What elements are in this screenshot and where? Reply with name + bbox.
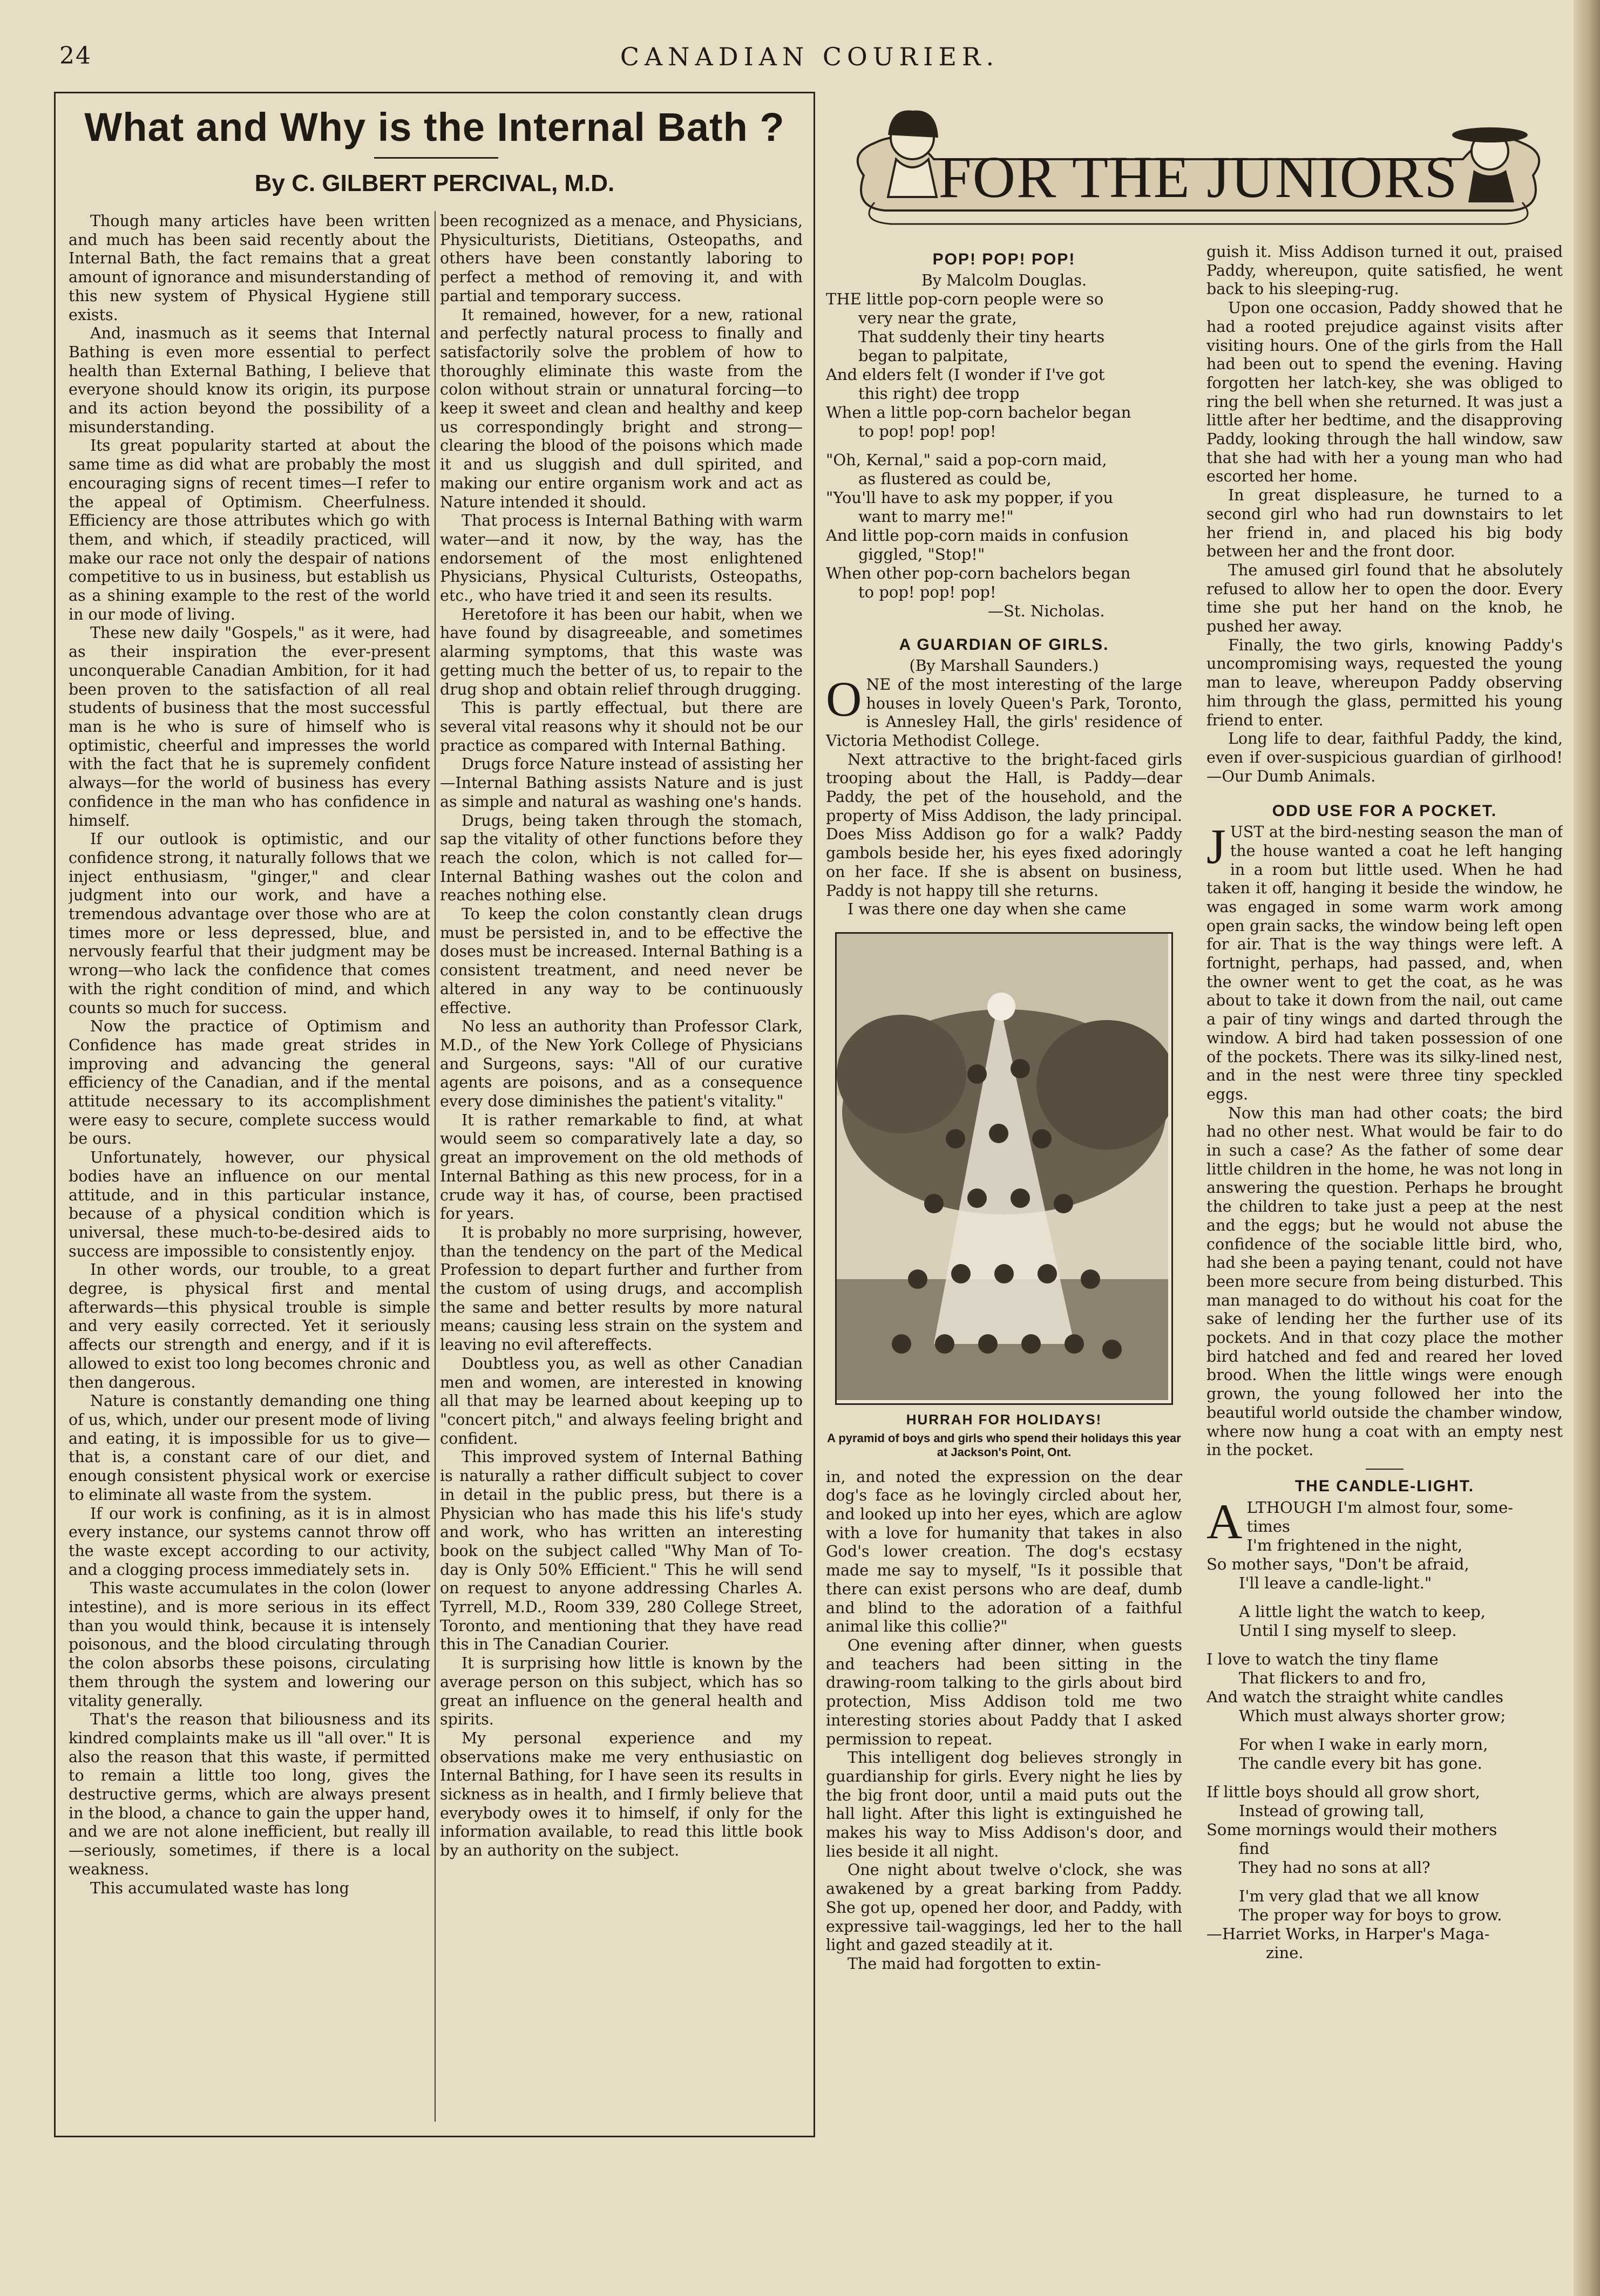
guardian-paragraph: This intelligent dog believes strongly in guardianship for girls. Every night he lies by the big front door, until a maid puts out the hall light. After this light is extinguished he makes his way to Miss Addison's door, and lies beside it all night.	[826, 1749, 1182, 1860]
article-paragraph: Doubtless you, as well as other Canadian men and women, are interested in knowing all that may be learned about keeping up to "concert pitch," and always feeling bright and confident.	[440, 1354, 803, 1448]
candle-title: THE CANDLE-LIGHT.	[1294, 1477, 1475, 1495]
poem-line: as flustered as could be,	[858, 470, 1052, 488]
holiday-photo	[835, 932, 1173, 1405]
article-paragraph: Unfortunately, however, our physical bodies have an influence on our mental attitude, and in this particular instance, because of a physical condition which is universal, these much-to-be-desired aids to success are impossible to consistently enjoy.	[69, 1149, 430, 1260]
article-paragraph: It remained, however, for a new, rational and perfectly natural process to finally and satisfactorily solve the problem of how to thoroughly eliminate this waste from the colon without strain or unnatural forcing—to keep it sweet and clean and healthy and keep us correspondingly bright and strong—clearing the blood of the poisons which made it and us sluggish and dull spirited, and making our entire organism work and act as Nature intended it should.	[440, 305, 803, 511]
poem-line: And little pop-corn maids in confusion	[826, 526, 1129, 545]
poem-line: LTHOUGH I'm almost four, some-	[1246, 1498, 1514, 1517]
poem-line: "Oh, Kernal," said a pop-corn maid,	[826, 451, 1107, 470]
pocket-first-paragraph	[1206, 819, 1563, 1104]
article-paragraph: This accumulated waste has long	[90, 1879, 349, 1897]
poem-line: If little boys should all grow short,	[1206, 1782, 1480, 1801]
juniors-column-2	[1206, 243, 1563, 2288]
guardian-paragraph: guish it. Miss Addison turned it out, praised Paddy, whereupon, quite satisfied, he went back to his sleeping-rug.	[1206, 243, 1563, 298]
article-paragraph: Though many articles have been written and much has been said recently about the Internal Bath, the fact remains that a great amount of ignorance and misunderstanding of this new system of Physical Hygiene still exists.	[69, 212, 430, 324]
poem-line: The candle every bit has gone.	[1239, 1754, 1482, 1772]
poem-line: I'm frightened in the night,	[1246, 1536, 1463, 1554]
article-column-1	[69, 212, 430, 2123]
article-paragraph: been recognized as a menace, and Physicians, Physiculturists, Dietitians, Osteopaths, and others have been constantly laboring to perfect a method of removing it, and with partial and temporary success.	[440, 212, 803, 305]
poem-line: The proper way for boys to grow.	[1239, 1905, 1502, 1924]
internal-bath-article	[54, 92, 815, 2137]
article-paragraph: If our work is confining, as it is in almost every instance, our systems cannot throw off the waste except according to our activity, and a clogging process immediately sets in.	[69, 1504, 430, 1579]
poem-line: times	[1246, 1517, 1290, 1536]
article-paragraph: If our outlook is optimistic, and our confidence strong, it naturally follows that we inject enthusiasm, "ginger," and clear judgment into our work, and have a tremendous advantage over those who are at times more or less depressed, blue, and nervously fearful that their judgment may be wrong—who lack the confidence that comes with the right condition of mind, and which counts so much for success.	[69, 830, 430, 1017]
poem-line: to pop! pop! pop!	[858, 583, 996, 602]
guardian-paragraph: in, and noted the expression on the dear dog's face as he lovingly circled about her, and looked up into her eyes, which are aglow with a love for humanity that takes in also God's lower creation. The dog's ecstasy made me say to myself, "Is it possible that there can exist persons who are deaf, dumb and blind to the adoration of a faithful animal like this collie?"	[826, 1468, 1182, 1636]
poem-line: this right) dee tropp	[858, 384, 1020, 403]
poem-attribution: —St. Nicholas.	[988, 602, 1105, 621]
column-rule	[435, 211, 436, 2122]
poem-line: And watch the straight white candles	[1206, 1687, 1503, 1706]
pocket-first-text: UST at the bird-nesting season the man of the house wanted a coat he left hanging in a room but little used. When he had taken it off, hanging it beside the window, he was engaged in some warm work among open grain sacks, the window being left open for air. That is the way things were left. A fortnight, perhaps, had passed, and, when the owner went to get the coat, as he was about to take it down from the nail, out came a pair of tiny wings and darted through the window. A bird had taken possession of one of the pockets. There was its silky-lined nest, and in the nest were three tiny speckled eggs.	[1206, 823, 1563, 1103]
poem-line: "You'll have to ask my popper, if you	[826, 488, 1114, 507]
article-paragraph: That process is Internal Bathing with warm water—and it now, by the way, has the endorsement of the most enlightened Physicians, Physical Culturists, Osteopaths, etc., who have tried it and seen its results.	[440, 512, 803, 605]
photo-caption-title: HURRAH FOR HOLIDAYS!	[906, 1411, 1102, 1428]
poem-line: want to marry me!"	[858, 507, 1014, 526]
drop-cap: O	[826, 671, 862, 726]
article-paragraph: This waste accumulates in the colon (lower intestine), and is more serious in its effect than you would think, because it is intensely poisonous, and the blood circulating through the colon absorbs these poisons, circulating them through the system and lowering our vitality generally.	[69, 1579, 430, 1710]
poem-line: I'm very glad that we all know	[1239, 1886, 1480, 1905]
article-paragraph: That's the reason that biliousness and its kindred complaints make us ill "all over." It is also the reason that this waste, if permitted to remain a little too long, gives the destructive germs, which are always present in the blood, a chance to gain the upper hand, and we are not alone inefficient, but really ill—seriously, sometimes, if there is a local weakness.	[69, 1710, 430, 1878]
guardian-paragraph: I was there one day when she came	[848, 900, 1127, 919]
popcorn-author: By Malcolm Douglas.	[921, 271, 1087, 289]
article-paragraph: Drugs force Nature instead of assisting her—Internal Bathing assists Nature and is just as simple and natural as washing one's hands.	[440, 755, 803, 811]
article-paragraph: It is probably no more surprising, however, than the tendency on the part of the Medical Profession to depart further and further from the custom of using drugs, and accomplish the same and better results by more natural means; causing less strain on the system and leaving no evil aftereffects.	[440, 1223, 803, 1354]
banner-title: FOR THE JUNIORS	[938, 144, 1459, 210]
poem-line: Which must always shorter grow;	[1239, 1706, 1506, 1725]
page-header	[59, 42, 1560, 80]
pocket-title: ODD USE FOR A POCKET.	[1272, 802, 1497, 820]
guardian-first-text: NE of the most interesting of the large houses in lovely Queen's Park, Toronto, is Annesley Hall, the girls' residence of Victoria Methodist College.	[826, 675, 1182, 750]
running-head: CANADIAN COURIER.	[620, 42, 1000, 71]
guardian-paragraph: One evening after dinner, when guests and teachers had been sitting in the drawing-room talking to the girls about bird protection, Miss Addison told me two interesting stories about Paddy that I asked permission to repeat.	[826, 1636, 1182, 1748]
article-paragraph: My personal experience and my observations make me very enthusiastic on Internal Bathing, for I have seen its results in sickness as in health, and I firmly believe that everybody owes it to himself, if only for the information available, to read this little book by an authority on the subject.	[440, 1729, 803, 1860]
section-separator	[1366, 1469, 1404, 1470]
article-paragraph: To keep the colon constantly clean drugs must be persisted in, and to be effective the doses must be increased. Internal Bathing is a consistent treatment, and need never be altered in any way to be continuously effective.	[440, 905, 803, 1017]
guardian-paragraph: In great displeasure, he turned to a second girl who had run downstairs to let her friend in, and placed his big body between her and the front door.	[1206, 486, 1563, 561]
drop-cap: A	[1206, 1493, 1243, 1549]
poem-line: THE little pop-corn people were so	[826, 290, 1104, 309]
poem-line: When other pop-corn bachelors began	[826, 564, 1131, 583]
poem-line: Until I sing myself to sleep.	[1239, 1621, 1457, 1640]
article-paragraph: It is rather remarkable to find, at what would seem so comparatively late a day, so great an improvement on the old methods of Internal Bathing as this new process, for in a crude way it has, of course, been practised for years.	[440, 1111, 803, 1223]
poem-line: When a little pop-corn bachelor began	[826, 403, 1131, 422]
guardian-paragraph: Next attractive to the bright-faced girls trooping about the Hall, is Paddy—dear Paddy, the pet of the household, and the property of Miss Addison, the lady principal. Does Miss Addison go for a walk? Paddy gambols beside her, his eyes fixed adoringly on her face. If she is absent on business, Paddy is not happy till she returns.	[826, 750, 1182, 900]
poem-line: I'll leave a candle-light."	[1239, 1573, 1432, 1592]
photo-caption-text: A pyramid of boys and girls who spend their holidays this year at Jackson's Point, Ont.	[827, 1431, 1181, 1459]
guardian-paragraph: Finally, the two girls, knowing Paddy's uncompromising ways, requested the young man to leave, whereupon Paddy observing him through the glass, permitted his young friend to enter.	[1206, 636, 1563, 729]
title-rule	[374, 157, 498, 159]
drop-cap: J	[1206, 819, 1226, 874]
guardian-paragraph: Long life to dear, faithful Paddy, the kind, even if over-suspicious guardian of girlhood!—Our Dumb Animals.	[1206, 730, 1563, 785]
article-paragraph: Now the practice of Optimism and Confidence has made great strides in improving and advancing the general efficiency of the Canadian, and if the mental attitude necessary to its accomplishment were easy to secure, complete success would be ours.	[69, 1017, 430, 1148]
guardian-paragraph: Upon one occasion, Paddy showed that he had a rooted prejudice against visits after visiting hours. One of the girls from the Hall had been out to spend the evening. Having forgotten her latch-key, she was obliged to ring the bell when she returned. It was just a little after her bedtime, and the disapproving Paddy, looking through the hall window, saw that she had with her a young man who had escorted her home.	[1206, 299, 1563, 486]
article-paragraph: This improved system of Internal Bathing is naturally a rather difficult subject to cover in detail in the public press, but there is a Physician who has made this his life's study and work, who has written an interesting book on the subject called "Why Man of To-day is Only 50% Efficient." This he will send on request to anyone addressing Charles A. Tyrrell, M.D., Room 339, 280 College Street, Toronto, and mentioning that they have read this in The Canadian Courier.	[440, 1448, 803, 1654]
poem-line: That suddenly their tiny hearts	[858, 328, 1105, 347]
article-paragraph: Drugs, being taken through the stomach, sap the vitality of other functions before they reach the colon, which is not called for—Internal Bathing washes out the colon and reaches nothing else.	[440, 811, 803, 905]
poem-line: Instead of growing tall,	[1239, 1801, 1425, 1820]
popcorn-title: POP! POP! POP!	[932, 250, 1076, 268]
article-byline: By C. GILBERT PERCIVAL, M.D.	[254, 170, 615, 196]
poem-attribution: —Harriet Works, in Harper's Maga-	[1206, 1924, 1490, 1943]
guardian-title: A GUARDIAN OF GIRLS.	[899, 636, 1109, 654]
article-paragraph: And, inasmuch as it seems that Internal Bathing is even more essential to perfect health than External Bathing, I believe that everyone should know its origin, its purpose and its action beyond the possibility of a misunderstanding.	[69, 324, 430, 436]
article-paragraph: Its great popularity started at about the same time as did what are probably the most encouraging signs of recent times—I refer to the appeal of Optimism. Cheerfulness. Efficiency are those attributes which go with them, and which, if steadily practiced, will make our race not only the despair of nations competitive to us in business, but establish us as a shining example to the rest of the world in our mode of living.	[69, 437, 430, 623]
children-pyramid-photo	[837, 934, 1168, 1400]
article-paragraph: This is partly effectual, but there are several vital reasons why it should not be our practice as compared with Internal Bathing.	[440, 699, 803, 755]
juniors-column-1	[826, 243, 1182, 2288]
poem-gap	[1206, 1726, 1563, 1735]
article-column-2	[440, 212, 803, 2123]
poem-line: Some mornings would their mothers	[1206, 1820, 1497, 1839]
poem-line: find	[1239, 1839, 1270, 1858]
article-title: What and Why is the Internal Bath ?	[84, 105, 785, 150]
juniors-banner-illustration	[842, 94, 1555, 235]
guardian-paragraph: The amused girl found that he absolutely refused to allow her to open the door. Every time she put her hand on the knob, he pushed her away.	[1206, 561, 1563, 636]
poem-gap	[1206, 1877, 1563, 1887]
poem-line: I love to watch the tiny flame	[1206, 1649, 1439, 1668]
poem-line: For when I wake in early morn,	[1239, 1735, 1488, 1754]
poem-line: So mother says, "Don't be afraid,	[1206, 1554, 1469, 1573]
page-edge	[1574, 0, 1600, 2296]
poem-gap	[1206, 1593, 1563, 1602]
page-number: 24	[59, 42, 92, 70]
poem-line: A little light the watch to keep,	[1239, 1602, 1486, 1621]
poem-line: giggled, "Stop!"	[858, 545, 985, 564]
poem-line: They had no sons at all?	[1239, 1858, 1430, 1877]
article-paragraph: Nature is constantly demanding one thing of us, which, under our present mode of living and eating, it is impossible for us to give—that is, a constant care of our diet, and enough consistent physical work or exercise to eliminate all waste from the system.	[69, 1392, 430, 1504]
poem-attribution: zine.	[1266, 1943, 1304, 1962]
poem-line: very near the grate,	[858, 309, 1017, 328]
guardian-author: (By Marshall Saunders.)	[909, 657, 1099, 675]
article-paragraph: In other words, our trouble, to a great degree, is physical first and mental afterwards—this physical trouble is simple and very easily corrected. Yet it seriously affects our strength and energy, and if it is allowed to exist too long becomes chronic and then dangerous.	[69, 1261, 430, 1391]
article-paragraph: These new daily "Gospels," as it were, had as their inspiration the ever-present unconquerable Canadian Ambition, for it had been proven to the satisfaction of all real students of business that the most successful man is he who is sure of himself who is optimistic, cheerful and impresses the world with the fact that he is supremely confident always—for the world of business has every confidence in the man who has confidence in himself.	[69, 624, 430, 830]
poem-gap	[1206, 1773, 1563, 1783]
article-paragraph: Heretofore it has been our habit, when we have found by disagreeable, and sometimes alarming symptoms, that this waste was getting much the better of us, to repair to the drug shop and obtain relief through drugging.	[440, 605, 803, 698]
poem-line: to pop! pop! pop!	[858, 422, 996, 441]
poem-line: That flickers to and fro,	[1239, 1668, 1427, 1687]
poem-line: began to palpitate,	[858, 347, 1008, 365]
pocket-paragraph: Now this man had other coats; the bird had no other nest. What would be fair to do in such a case? As the father of some dear little children in the home, he was not long in answering the question. Perhaps he brought the children to take just a peep at the nest and the eggs; but he would not abuse the confidence of the sociable little bird, who, had she been a paying tenant, could not have been more secure from being disturbed. This man managed to do without his coat for the sake of lending her the further use of its pockets. And in that cozy place the mother bird hatched and fed and reared her loved brood. When the little wings were enough grown, the young followed her into the beautiful world outside the chamber window, where now hung a coat with an empty nest in the pocket.	[1206, 1104, 1563, 1459]
popcorn-poem	[826, 290, 1182, 621]
article-paragraph: It is surprising how little is known by the average person on this subject, which has so great an influence on the general health and spirits.	[440, 1654, 803, 1729]
candle-poem	[1206, 1493, 1563, 1962]
article-paragraph: No less an authority than Professor Clark, M.D., of the New York College of Physicians and Surgeons, says: "All of our curative agents are poisons, and as a consequence every dose diminishes the patient's vitality."	[440, 1017, 803, 1111]
guardian-paragraph: The maid had forgotten to extin-	[848, 1954, 1101, 1973]
poem-gap	[1206, 1640, 1563, 1650]
juniors-banner	[842, 94, 1555, 235]
poem-line: And elders felt (I wonder if I've got	[826, 365, 1105, 384]
poem-gap	[826, 441, 1182, 451]
guardian-first-paragraph	[826, 671, 1182, 751]
guardian-paragraph: One night about twelve o'clock, she was awakened by a great barking from Paddy. She got up, opened her door, and Paddy, with expressive tail-waggings, led her to the hall light and gazed steadily at it.	[826, 1861, 1182, 1954]
